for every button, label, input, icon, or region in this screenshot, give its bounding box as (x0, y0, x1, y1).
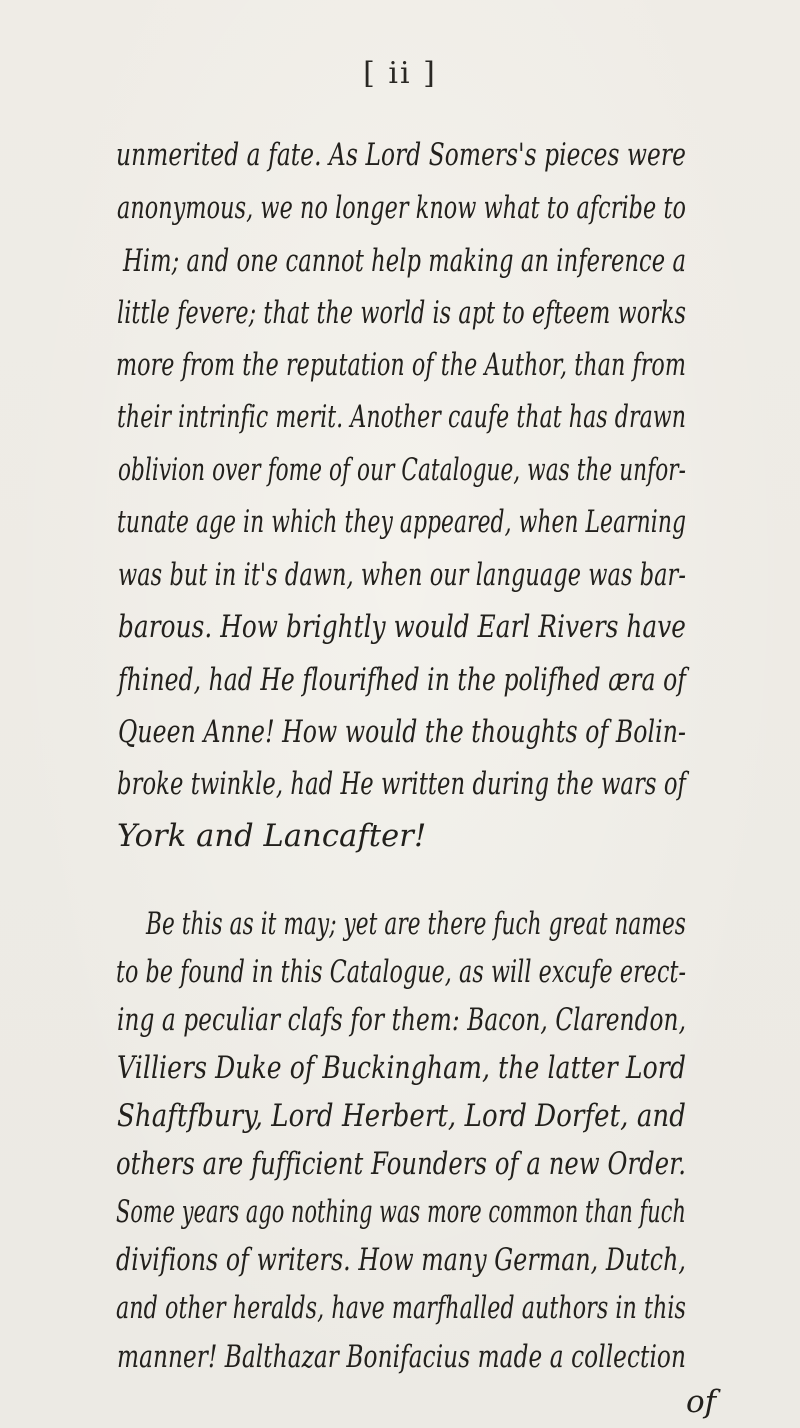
text-line: little fevere; that the world is apt to efteem works (117, 296, 687, 331)
text-line: more from the reputation of the Author, than from (116, 348, 687, 383)
text-line: barous. How brightly would Earl Rivers have (118, 610, 686, 645)
text-line: unmerited a fate. As Lord Somers's pieces were (116, 138, 686, 173)
text-line: was but in it's dawn, when our language was bar- (118, 558, 686, 593)
text-line: Some years ago nothing was more common than fuch (116, 1195, 686, 1230)
text-line: ing a peculiar clafs for them: Bacon, Clarendon, (117, 1003, 687, 1038)
text-line: Him; and one cannot help making an inference a (123, 244, 687, 279)
text-line: and other heralds, have marfhalled authors in this (116, 1291, 686, 1326)
text-line: their intrinfic merit. Another caufe that has drawn (117, 400, 687, 435)
text-line: tunate age in which they appeared, when Learning (117, 505, 686, 540)
text-line: York and Lancafter! (117, 819, 427, 854)
text-line: anonymous, we no longer know what to afcribe to (117, 191, 686, 226)
text-line: fhined, had He flourifhed in the polifhed æra of (118, 663, 687, 698)
text-line: Villiers Duke of Buckingham, the latter Lord (117, 1051, 687, 1086)
text-line: manner! Balthazar Bonifacius made a collection (117, 1340, 686, 1375)
text-line: to be found in this Catalogue, as will excufe erect- (116, 955, 687, 990)
text-line: broke twinkle, had He written during the wars of (117, 767, 687, 802)
text-line: divifions of writers. How many German, Dutch, (116, 1243, 687, 1278)
text-line: oblivion over fome of our Catalogue, was the unfor- (118, 453, 687, 488)
text-line: others are fufficient Founders of a new Order. (116, 1147, 687, 1182)
text-line: Shaftfbury, Lord Herbert, Lord Dorfet, and (117, 1099, 686, 1134)
catchword: of (686, 1384, 717, 1420)
text-line: Be this as it may; yet are there fuch great names (146, 907, 686, 942)
text-line: Queen Anne! How would the thoughts of Bolin- (118, 715, 687, 750)
page-number-header: [ ii ] (363, 56, 437, 91)
